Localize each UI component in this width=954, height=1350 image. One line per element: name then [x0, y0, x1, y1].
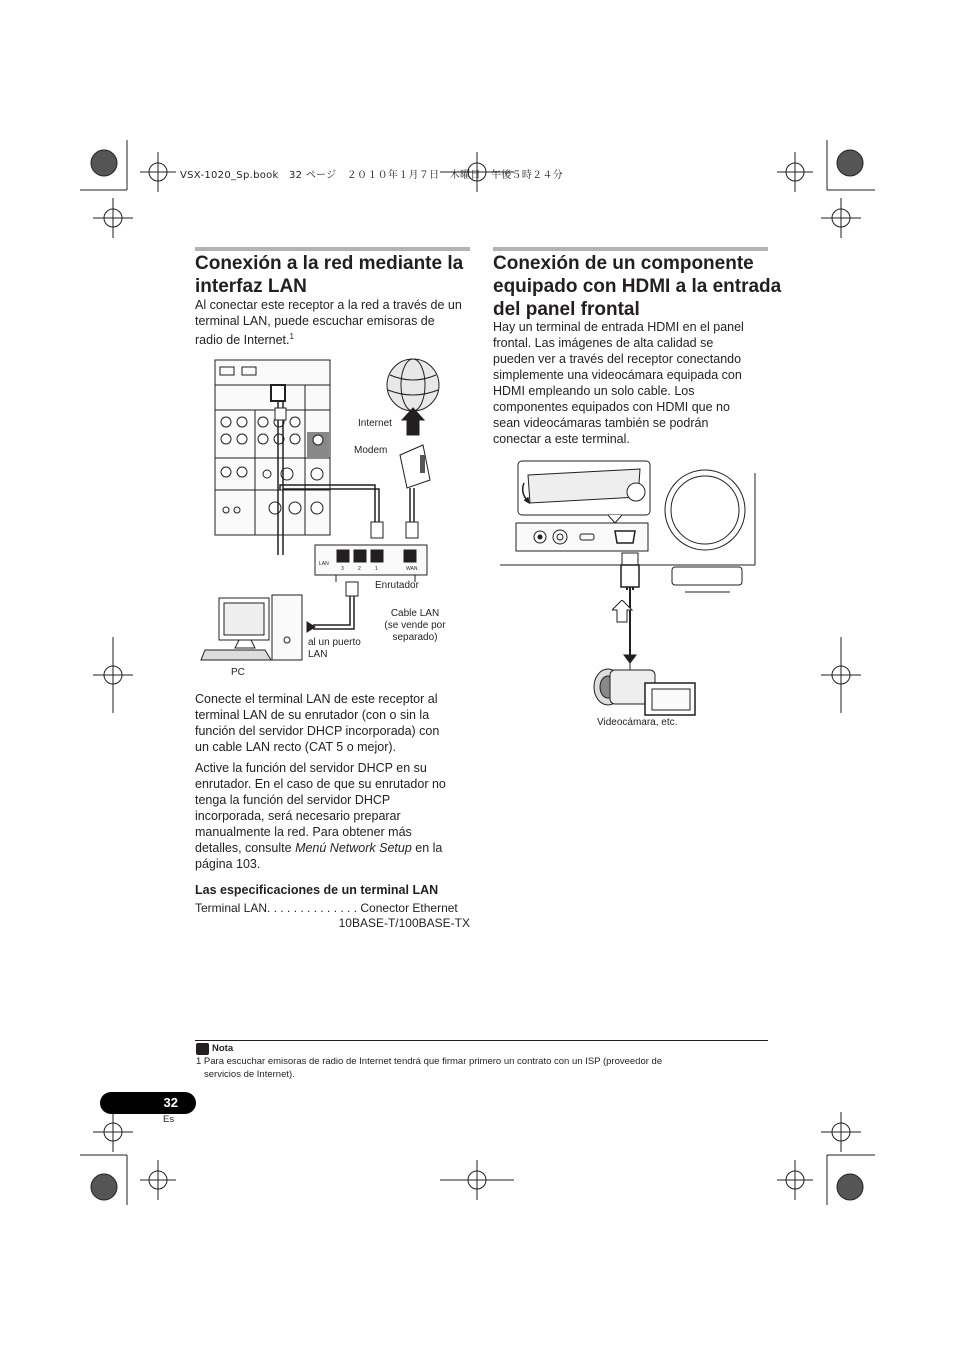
label-pc: PC — [231, 667, 245, 678]
page-number: 32 — [100, 1092, 196, 1114]
spec-title: Las especificaciones de un terminal LAN — [195, 883, 439, 897]
section-bar-left — [195, 247, 470, 251]
footnote-text: 1 Para escuchar emisoras de radio de Internet tendrá que firmar primero un contrato con un ISP (proveedor de servicios de Internet). — [196, 1056, 663, 1080]
router-lan-label: LAN — [319, 561, 329, 567]
router-port1-label: 1 — [375, 566, 378, 572]
label-modem: Modem — [354, 445, 388, 456]
spec-line-1: Terminal LAN. . . . . . . . . . . . . . Conector Ethernet — [195, 901, 458, 915]
label-router: Enrutador — [375, 580, 419, 591]
note-icon — [196, 1043, 209, 1055]
router-wan-label: WAN — [406, 566, 418, 572]
label-internet: Internet — [358, 418, 392, 429]
spec-line-2: 10BASE-T/100BASE-TX — [338, 916, 470, 930]
router-port2-label: 2 — [358, 566, 361, 572]
lan-paragraph-2: Active la función del servidor DHCP en su enrutador. En el caso de que su enrutador no tenga la función del servidor DHCP incorporada, será necesario preparar manualmente la red. Para obtener más detalles, consulte Menú Network Setup en la página 103. — [195, 761, 446, 871]
page-language: Es — [163, 1114, 175, 1125]
label-camcorder: Videocámara, etc. — [597, 717, 678, 728]
section-bar-right — [493, 247, 768, 251]
lan-paragraph-1: Conecte el terminal LAN de este receptor al terminal LAN de su enrutador (con o sin la función del servidor DHCP incorporada) con un cable LAN recto (CAT 5 o mejor). — [195, 692, 440, 754]
hdmi-connection-diagram — [500, 455, 770, 725]
print-header: VSX-1020_Sp.book 32 ページ ２０１０年１月７日 木曜日 午後５時２４分 — [180, 170, 564, 181]
lan-intro: Al conectar este receptor a la red a través de un terminal LAN, puede escuchar emisoras de radio de Internet.$^1$ — [195, 298, 462, 348]
section-title-hdmi: Conexión de un componente equipado con HDMI a la entrada del panel frontal — [493, 253, 782, 320]
footnote-heading: Nota — [212, 1043, 234, 1054]
footnote-rule — [195, 1040, 768, 1041]
network-setup-ref: Menú Network Setup — [295, 841, 412, 855]
footnote-ref: 1 — [289, 332, 294, 341]
hdmi-paragraph: Hay un terminal de entrada HDMI en el panel frontal. Las imágenes de alta calidad se pueden ver a través del receptor conectando simplemente una videocámara equipada con HDMI empleando un solo cable. Los componentes equipados con HDMI que no sean videocámaras también se podrán conectar a este terminal. — [493, 320, 744, 446]
router-port3-label: 3 — [341, 566, 344, 572]
section-title-lan: Conexión a la red mediante la interfaz LAN — [195, 253, 464, 297]
label-lan-cable: Cable LAN (se vende por separado) — [384, 608, 446, 643]
insert-direction-arrow — [612, 600, 634, 626]
label-lan-port: al un puerto LAN — [308, 637, 361, 660]
